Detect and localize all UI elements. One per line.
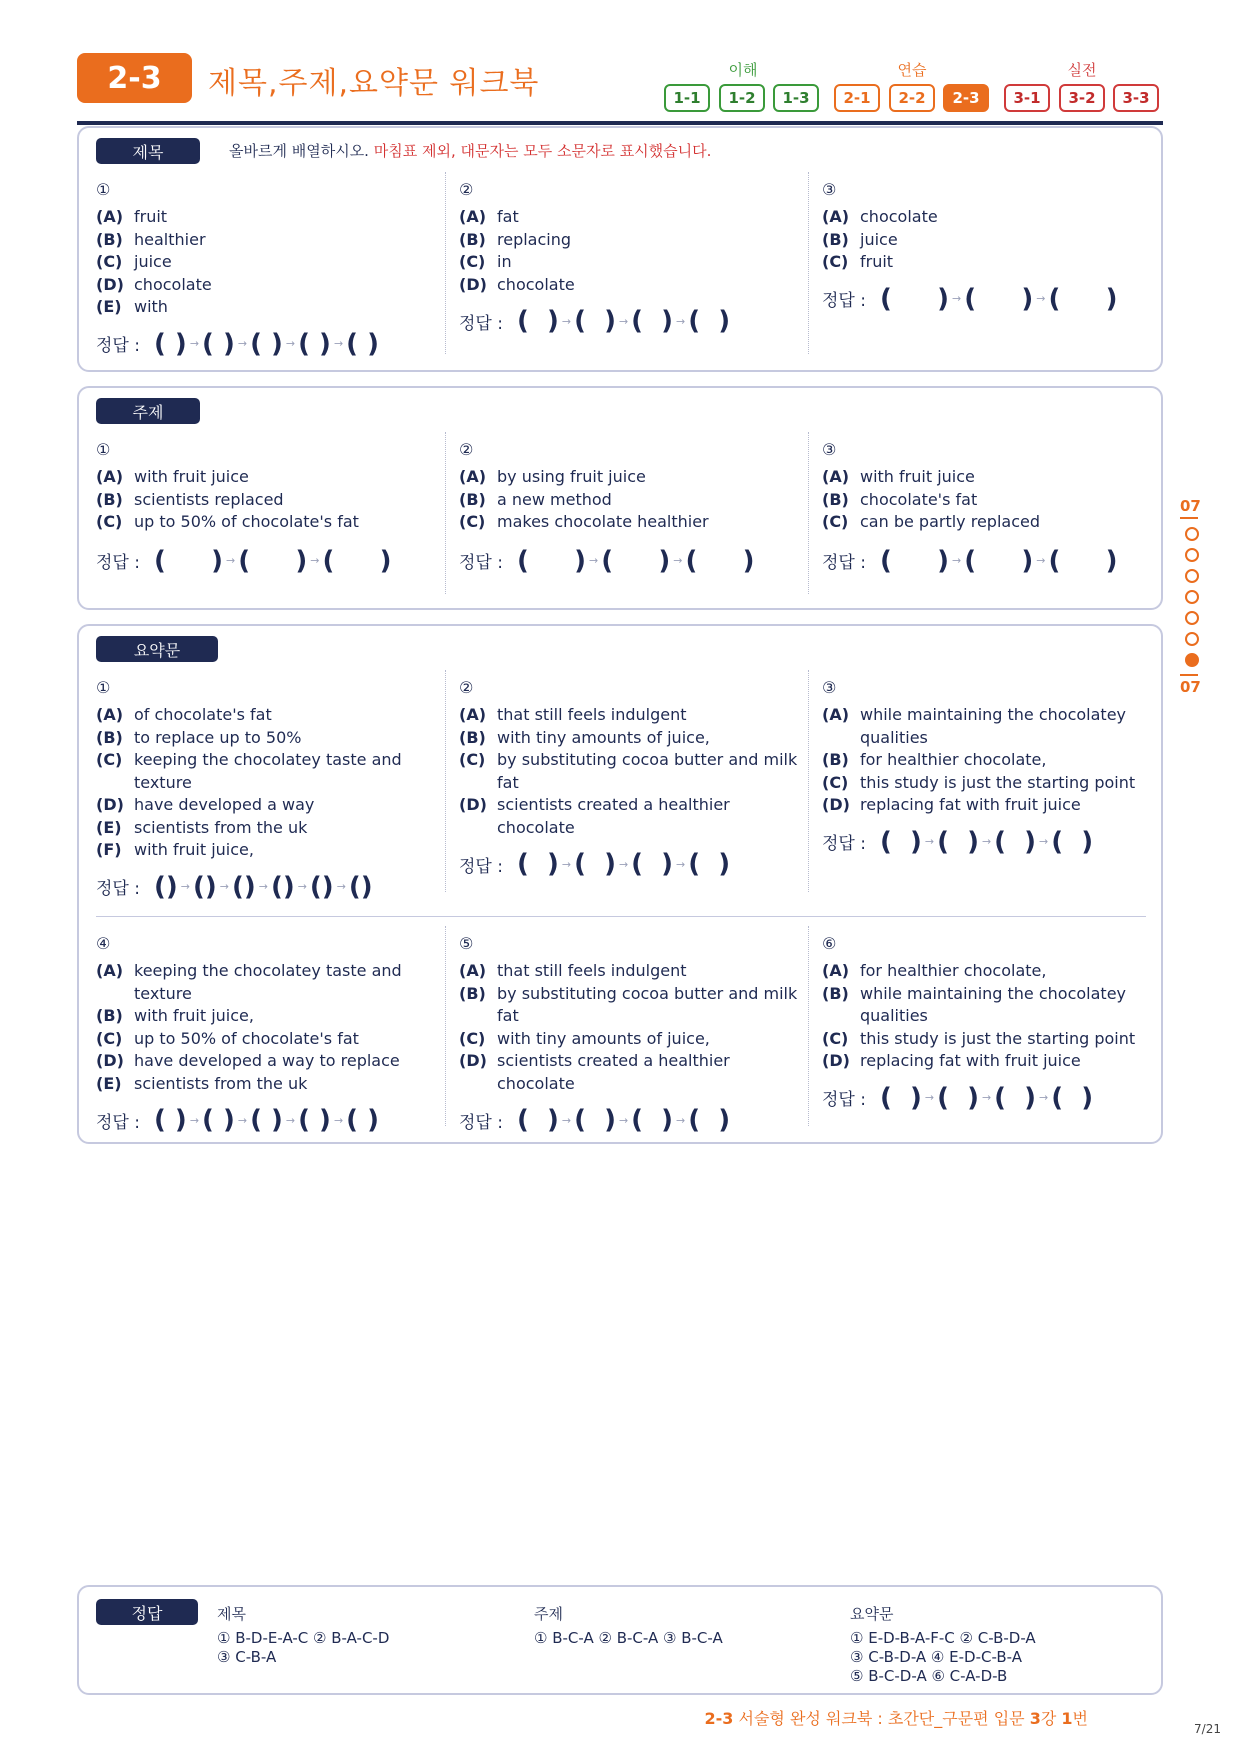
option-b: (B) by substituting cocoa butter and milk fat: [459, 983, 798, 1025]
answer-key-topic: 주제 ① B-C-A ② B-C-A ③ B-C-A: [534, 1605, 723, 1647]
topic-question-3: [822, 440, 1162, 574]
nav-pill-1-3[interactable]: 1-3: [773, 84, 819, 112]
nav-pill-2-3[interactable]: 2-3: [943, 84, 989, 112]
answer-blanks[interactable]: 정답 : ( ) → ( ) → ( ): [822, 545, 1118, 576]
answer-key-title: 제목 ① B-D-E-A-C ② B-A-C-D ③ C-B-A: [217, 1605, 390, 1666]
topic-question-1: [96, 440, 436, 574]
lesson-badge: 2-3: [77, 53, 192, 103]
option-e: (E) scientists from the uk: [96, 817, 308, 837]
question-number: ③: [822, 678, 837, 697]
question-number: ③: [822, 440, 837, 459]
option-d: (D) chocolate: [96, 274, 212, 294]
nav-pill-3-3[interactable]: 3-3: [1113, 84, 1159, 112]
nav-pill-2-2[interactable]: 2-2: [889, 84, 935, 112]
option-a: (A) chocolate: [822, 207, 938, 226]
side-divider: [1180, 674, 1198, 676]
option-b: (B) healthier: [96, 229, 206, 249]
side-index-top: 07: [1180, 497, 1201, 515]
answer-blanks[interactable]: 정답 : ( ) → ( ) → ( ): [459, 545, 755, 576]
option-e: (E) with: [96, 297, 168, 316]
option-d: (D) have developed a way: [96, 795, 315, 814]
option-b: (B) for healthier chocolate,: [822, 750, 1047, 769]
page-number: 7/21: [1194, 1722, 1221, 1736]
option-a: (A) with fruit juice: [96, 467, 249, 486]
option-a: (A) with fruit juice: [822, 467, 975, 486]
page-title: 제목,주제,요약문 워크북: [208, 66, 540, 101]
question-number: ④: [96, 934, 111, 953]
option-c: (C) juice: [96, 252, 172, 271]
option-d: (D) replacing fat with fruit juice: [822, 795, 1081, 814]
option-c: (C) this study is just the starting point: [822, 1028, 1136, 1048]
title-question-2: [459, 180, 799, 334]
section-tag-summary: 요약문: [96, 636, 218, 662]
option-c: (C) makes chocolate healthier: [459, 512, 709, 531]
option-b: (B) chocolate's fat: [822, 489, 978, 509]
option-c: (C) keeping the chocolatey taste and texture: [96, 750, 402, 792]
option-c: (C) by substituting cocoa butter and milk fat: [459, 750, 798, 792]
side-dot-current: [1185, 653, 1199, 667]
title-question-1: [96, 180, 436, 357]
instruction: [229, 140, 711, 161]
side-dot: [1185, 590, 1199, 604]
answer-blanks[interactable]: 정답 : ( ) → ( ) → ( ) → ( ) → ( ): [96, 328, 379, 359]
row-divider: [96, 916, 1146, 917]
answer-blanks[interactable]: 정답 : ( ) → ( ) → ( ) → ( ): [822, 826, 1094, 857]
option-d: (D) chocolate: [459, 274, 575, 294]
option-b: (B) scientists replaced: [96, 489, 284, 509]
option-a: (A) by using fruit juice: [459, 467, 646, 486]
side-dot: [1185, 569, 1199, 583]
side-index-bottom: 07: [1180, 678, 1201, 696]
option-d: (D) replacing fat with fruit juice: [822, 1051, 1081, 1070]
question-number: ②: [459, 440, 474, 459]
summary-section: [77, 624, 1163, 1144]
option-c: (C) up to 50% of chocolate's fat: [96, 512, 359, 531]
section-tag-answer: 정답: [96, 1599, 198, 1625]
option-f: (F) with fruit juice,: [96, 840, 254, 859]
nav-pill-3-2[interactable]: 3-2: [1059, 84, 1105, 112]
column-divider: [808, 172, 809, 354]
answer-blanks[interactable]: 정답 : ( ) → ( ) → ( ) → ( ) → ( ): [96, 1105, 379, 1135]
question-number: ①: [96, 678, 111, 697]
summary-question-3: [822, 678, 1162, 855]
option-b: (B) a new method: [459, 489, 612, 509]
column-divider: [445, 172, 446, 354]
nav-group-label-real: 실전: [1067, 61, 1097, 79]
question-number: ①: [96, 440, 111, 459]
question-number: ①: [96, 180, 111, 199]
question-number: ②: [459, 180, 474, 199]
nav-pill-1-2[interactable]: 1-2: [719, 84, 765, 112]
topic-section: [77, 386, 1163, 610]
option-a: (A) that still feels indulgent: [459, 705, 687, 724]
section-tag-title: 제목: [96, 138, 200, 164]
answer-blanks[interactable]: 정답 : ( ) → ( ) → ( ): [96, 545, 392, 576]
nav-group-label-understand: 이해: [728, 61, 758, 79]
summary-question-6: [822, 934, 1162, 1111]
instruction-main: 올바르게 배열하시오.: [229, 142, 369, 160]
option-d: (D) scientists created a healthier chocolate: [459, 1051, 730, 1093]
option-a: (A) while maintaining the chocolatey qualities: [822, 705, 1127, 747]
answer-blanks[interactable]: 정답 : ( ) → ( ) → ( ) → ( ): [459, 306, 731, 336]
option-b: (B) replacing: [459, 229, 572, 249]
nav-pill-2-1[interactable]: 2-1: [834, 84, 880, 112]
question-number: ⑤: [459, 934, 474, 953]
option-b: (B) while maintaining the chocolatey qualities: [822, 983, 1127, 1025]
option-c: (C) this study is just the starting point: [822, 772, 1136, 792]
option-a: (A) of chocolate's fat: [96, 705, 272, 724]
option-a: (A) keeping the chocolatey taste and texture: [96, 961, 402, 1003]
option-a: (A) fat: [459, 207, 519, 226]
question-number: ③: [822, 180, 837, 199]
title-question-3: [822, 180, 1162, 312]
summary-question-5: [459, 934, 799, 1133]
answer-key-summary: 요약문 ① E-D-B-A-F-C ② C-B-D-A ③ C-B-D-A ④ E-D-C-B-A ⑤ B-C-D-A ⑥ C-A-D-B: [850, 1605, 1036, 1685]
side-dot: [1185, 548, 1199, 562]
option-c: (C) fruit: [822, 252, 894, 271]
answer-blanks[interactable]: 정답 : ( ) → ( ) → ( ) → ( ): [822, 1082, 1094, 1113]
side-dot: [1185, 611, 1199, 625]
option-b: (B) with fruit juice,: [96, 1006, 254, 1025]
option-d: (D) have developed a way to replace: [96, 1051, 400, 1070]
option-a: (A) that still feels indulgent: [459, 961, 687, 980]
option-c: (C) can be partly replaced: [822, 512, 1040, 531]
option-c: (C) up to 50% of chocolate's fat: [96, 1028, 359, 1048]
column-divider: [445, 670, 446, 892]
column-divider: [808, 432, 809, 594]
nav-group-label-practice: 연습: [897, 61, 927, 79]
nav-pill-3-1[interactable]: 3-1: [1004, 84, 1050, 112]
topic-question-2: [459, 440, 799, 574]
column-divider: [445, 926, 446, 1126]
nav-pill-1-1[interactable]: 1-1: [664, 84, 710, 112]
header-rule: [77, 121, 1163, 125]
side-divider: [1180, 517, 1198, 519]
answer-blanks[interactable]: 정답 : ( ) → ( ) → ( ): [822, 283, 1118, 314]
summary-question-4: [96, 934, 436, 1133]
option-c: (C) in: [459, 252, 512, 271]
option-e: (E) scientists from the uk: [96, 1073, 308, 1093]
option-b: (B) juice: [822, 229, 898, 249]
option-c: (C) with tiny amounts of juice,: [459, 1028, 710, 1048]
answer-blanks[interactable]: 정답 : ( ) → ( ) → ( ) → ( ): [459, 1105, 731, 1135]
answer-key: [77, 1585, 1163, 1695]
option-b: (B) to replace up to 50%: [96, 727, 302, 747]
section-tag-topic: 주제: [96, 398, 200, 424]
column-divider: [445, 432, 446, 594]
option-d: (D) scientists created a healthier chocolate: [459, 795, 730, 837]
answer-blanks[interactable]: 정답 : ( ) → ( ) → ( ) → ( ): [459, 849, 731, 879]
column-divider: [808, 670, 809, 892]
answer-blanks[interactable]: 정답 : () → () → () → () → () → (): [96, 871, 373, 902]
option-a: (A) fruit: [96, 207, 168, 226]
question-number: ②: [459, 678, 474, 697]
summary-question-1: [96, 678, 436, 900]
summary-question-2: [459, 678, 799, 877]
option-b: (B) with tiny amounts of juice,: [459, 727, 710, 747]
side-dot: [1185, 632, 1199, 646]
option-a: (A) for healthier chocolate,: [822, 961, 1047, 980]
column-divider: [808, 926, 809, 1126]
question-number: ⑥: [822, 934, 837, 953]
side-dot: [1185, 527, 1199, 541]
footer: 2-3 서술형 완성 워크북 : 초간단_구문편 입문 3강 1번: [704, 1709, 1088, 1728]
instruction-note: 마침표 제외, 대문자는 모두 소문자로 표시했습니다.: [373, 142, 712, 160]
title-section: [77, 126, 1163, 372]
